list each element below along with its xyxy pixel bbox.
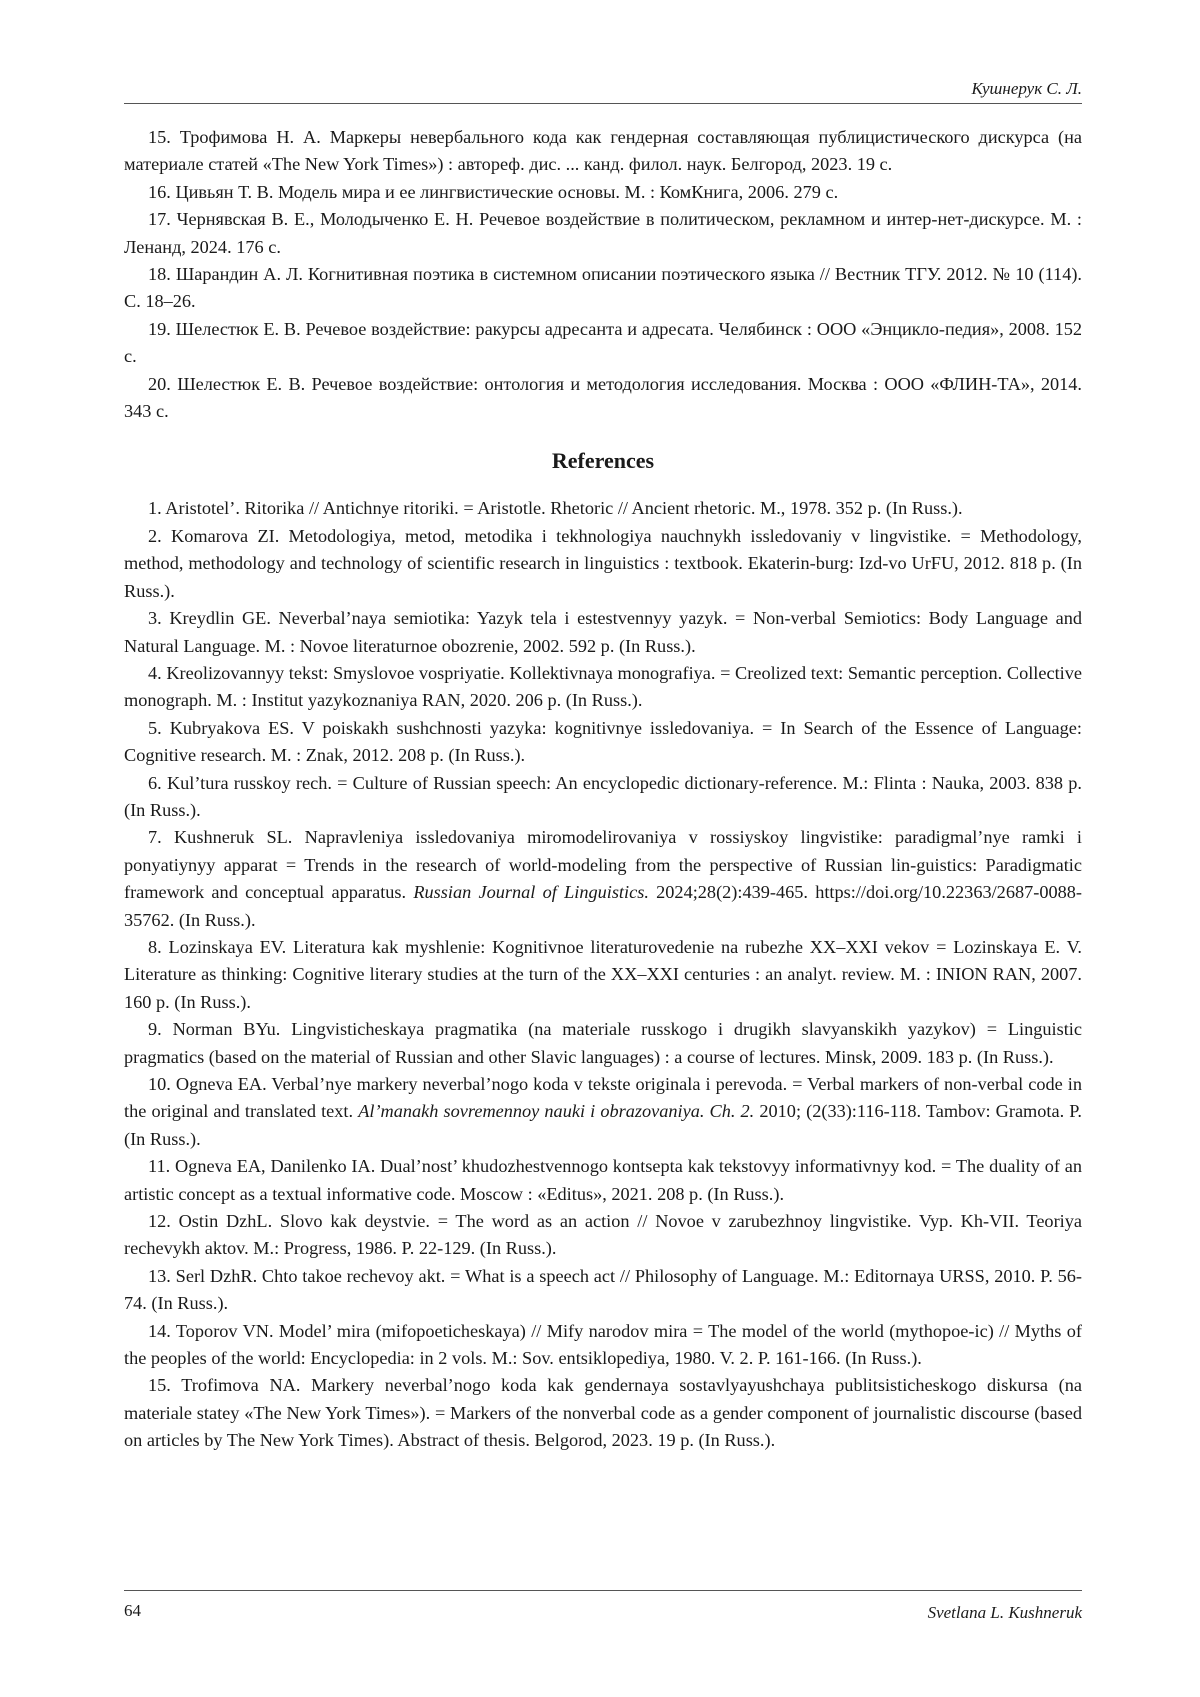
reference-text: Шелестюк Е. В. Речевое воздействие: ракурсы адресанта и адресата. Челябинск : ООО «Энцикло-педия», 2008. 152 с. bbox=[124, 318, 1082, 367]
reference-number: 17. bbox=[148, 209, 171, 230]
reference-text-after: 2024;28(2):439-465. https://doi.org/10.22363/2687-0088-35762. (In Russ.). bbox=[124, 882, 1082, 930]
page-number: 64 bbox=[124, 1601, 141, 1620]
reference-entry bbox=[124, 179, 1082, 206]
reference-text: Чернявская В. Е., Молодыченко Е. Н. Речевое воздействие в политическом, рекламном и интер-нет-дискурсе. М. : Ленанд, 2024. 176 с. bbox=[124, 209, 1082, 257]
reference-text: Kushneruk SL. Napravleniya issledovaniya miromodelirovaniya v rossiyskoy lingvistike: paradigmal’nye ramki i ponyatiynyy apparat = Trends in the research of world-modeling from the perspective of Russian lin-guistics: Paradigmatic framework and conceptual apparatus. bbox=[124, 827, 1082, 903]
reference-entry bbox=[124, 495, 1082, 522]
reference-text: Komarova ZI. Metodologiya, metod, metodika i tekhnologiya nauchnykh issledovaniy v lingvistike. = Methodology, method, methodology and technology of scientific research in linguistics : textbook. Ekaterin-burg: Izd-vo UrFU, 2012. 818 p. (In Russ.). bbox=[124, 525, 1082, 601]
reference-entry bbox=[124, 1153, 1082, 1208]
reference-entry bbox=[124, 261, 1082, 316]
reference-text: Шелестюк Е. В. Речевое воздействие: онтология и методология исследования. Москва : ООО «ФЛИН-ТА», 2014. 343 с. bbox=[124, 373, 1083, 422]
reference-number: 15. bbox=[148, 127, 171, 147]
reference-text: Lozinskaya EV. Literatura kak myshlenie: Kognitivnoe literaturovedenie na rubezhe XX–XXI vekov = Lozinskaya E. V. Literature as thinking: Cognitive literary studies at the turn of the XX–XXI centuries : an analyt. review. M. : INION RAN, 2007. 160 p. (In Russ.). bbox=[124, 936, 1082, 1012]
reference-entry bbox=[124, 206, 1082, 261]
english-reference-list bbox=[124, 495, 1082, 1454]
reference-number: 9. bbox=[148, 1019, 162, 1040]
reference-text: Kreolizovannyy tekst: Smyslovoe vospriyatie. Kollektivnaya monografiya. = Creolized text: Semantic perception. Collective monograph. M. : Institut yazykoznaniya RAN, 2020. 206 p. (In Russ.). bbox=[124, 662, 1083, 711]
reference-number: 6. bbox=[148, 772, 162, 793]
reference-number: 7. bbox=[148, 827, 162, 848]
reference-text: Цивьян Т. В. Модель мира и ее лингвистические основы. М. : КомКнига, 2006. 279 с. bbox=[175, 181, 839, 202]
reference-entry bbox=[124, 1016, 1082, 1071]
running-head: Кушнерук С. Л. bbox=[971, 79, 1082, 98]
reference-entry bbox=[124, 1263, 1082, 1318]
reference-entry bbox=[124, 523, 1082, 605]
reference-number: 18. bbox=[148, 264, 171, 285]
header-rule bbox=[124, 103, 1082, 104]
footer-rule bbox=[124, 1590, 1082, 1591]
reference-text: Kul’tura russkoy rech. = Culture of Russian speech: An encyclopedic dictionary-reference. M.: Flinta : Nauka, 2003. 838 p. (In Russ.). bbox=[124, 772, 1082, 820]
reference-text: Toporov VN. Model’ mira (mifopoeticheskaya) // Mify narodov mira = The model of the world (mythopoe-ic) // Myths of the peoples of the world: Encyclopedia: in 2 vols. M.: Sov. entsiklopediya, 1980. V. 2. P. 161-166. (In Russ.). bbox=[124, 1320, 1082, 1369]
reference-entry bbox=[124, 605, 1082, 660]
reference-number: 20. bbox=[148, 373, 171, 394]
reference-entry bbox=[124, 1208, 1082, 1263]
reference-text: Trofimova NA. Markery neverbal’nogo koda kak gendernaya sostavlyayushchaya publitsisticheskogo diskursa (na materiale statey «The New York Times»). = Markers of the nonverbal code as a gender component of journalistic discourse (based on articles by The New York Times). Abstract of thesis. Belgorod, 2023. 19 p. (In Russ.). bbox=[124, 1375, 1082, 1451]
reference-number: 14. bbox=[148, 1320, 171, 1341]
reference-number: 12. bbox=[148, 1211, 171, 1232]
reference-text: Aristotel’. Ritorika // Antichnye ritoriki. = Aristotle. Rhetoric // Ancient rhetoric. M., 1978. 352 p. (In Russ.). bbox=[165, 498, 963, 519]
reference-text: Трофимова Н. А. Маркеры невербального кода как гендерная составляющая публицистического дискурса (на материале статей «The New York Times») : автореф. дис. ... канд. филол. наук. Белгород, 2023. 19 с. bbox=[124, 127, 1082, 175]
reference-text-after: 2010; (2(33):116-118. Tambov: Gramota. P. (In Russ.). bbox=[124, 1101, 1082, 1149]
reference-number: 8. bbox=[148, 936, 162, 957]
reference-text: Шарандин А. Л. Когнитивная поэтика в системном описании поэтического языка // Вестник ТГУ. 2012. № 10 (114). С. 18–26. bbox=[124, 264, 1082, 312]
reference-entry bbox=[124, 715, 1082, 770]
reference-number: 2. bbox=[148, 525, 162, 546]
reference-number: 3. bbox=[148, 608, 162, 629]
russian-reference-list bbox=[124, 124, 1082, 425]
reference-number: 19. bbox=[148, 318, 171, 339]
reference-number: 16. bbox=[148, 181, 171, 202]
reference-text: Norman BYu. Lingvisticheskaya pragmatika (na materiale russkogo i drugikh slavyanskikh yazykov) = Linguistic pragmatics (based on the material of Russian and other Slavic languages) : a course of lectures. Minsk, 2009. 183 p. (In Russ.). bbox=[124, 1019, 1082, 1067]
reference-entry bbox=[124, 1372, 1082, 1454]
reference-entry bbox=[124, 124, 1082, 179]
reference-entry bbox=[124, 1071, 1082, 1153]
reference-text: Serl DzhR. Chto takoe rechevoy akt. = What is a speech act // Philosophy of Language. M.: Editornaya URSS, 2010. P. 56-74. (In Russ.). bbox=[124, 1265, 1082, 1314]
reference-number: 4. bbox=[148, 662, 162, 683]
reference-entry bbox=[124, 660, 1082, 715]
reference-text: Ogneva EA. Verbal’nye markery neverbal’nogo koda v tekste originala i perevoda. = Verbal markers of non-verbal code in the original and translated text. bbox=[124, 1074, 1083, 1122]
reference-text: Kreydlin GE. Neverbal’naya semiotika: Yazyk tela i estestvennyy yazyk. = Non-verbal Semiotics: Body Language and Natural Language. M. : Novoe literaturnoe obozrenie, 2002. 592 p. (In Russ.). bbox=[124, 608, 1082, 656]
footer-author: Svetlana L. Kushneruk bbox=[927, 1603, 1082, 1622]
reference-number: 13. bbox=[148, 1265, 171, 1286]
journal-title: Russian Journal of Linguistics. bbox=[413, 882, 649, 903]
reference-number: 10. bbox=[148, 1074, 171, 1094]
reference-number: 15. bbox=[148, 1375, 171, 1396]
reference-entry bbox=[124, 316, 1082, 371]
reference-text: Ostin DzhL. Slovo kak deystvie. = The word as an action // Novoe v zarubezhnoy lingvistike. Vyp. Kh-VII. Teoriya rechevykh aktov. M.: Progress, 1986. P. 22-129. (In Russ.). bbox=[124, 1211, 1082, 1259]
reference-number: 11. bbox=[148, 1156, 171, 1177]
reference-entry bbox=[124, 1318, 1082, 1373]
reference-entry bbox=[124, 934, 1082, 1016]
reference-number: 5. bbox=[148, 717, 162, 738]
reference-entry bbox=[124, 824, 1082, 934]
reference-entry bbox=[124, 770, 1082, 825]
reference-text: Ogneva EA, Danilenko IA. Dual’nost’ khudozhestvennogo kontsepta kak tekstovyy informativnyy kod. = The duality of an artistic concept as a textual informative code. Moscow : «Editus», 2021. 208 p. (In Russ.). bbox=[124, 1156, 1082, 1204]
reference-text: Kubryakova ES. V poiskakh sushchnosti yazyka: kognitivnye issledovaniya. = In Search of the Essence of Language: Cognitive research. M. : Znak, 2012. 208 p. (In Russ.). bbox=[124, 717, 1082, 766]
page-body bbox=[124, 124, 1082, 1455]
reference-number: 1. bbox=[148, 498, 162, 519]
reference-entry bbox=[124, 371, 1082, 426]
references-heading: References bbox=[551, 448, 655, 474]
journal-title: Al’manakh sovremennoy nauki i obrazovaniya. Ch. 2. bbox=[358, 1101, 755, 1122]
